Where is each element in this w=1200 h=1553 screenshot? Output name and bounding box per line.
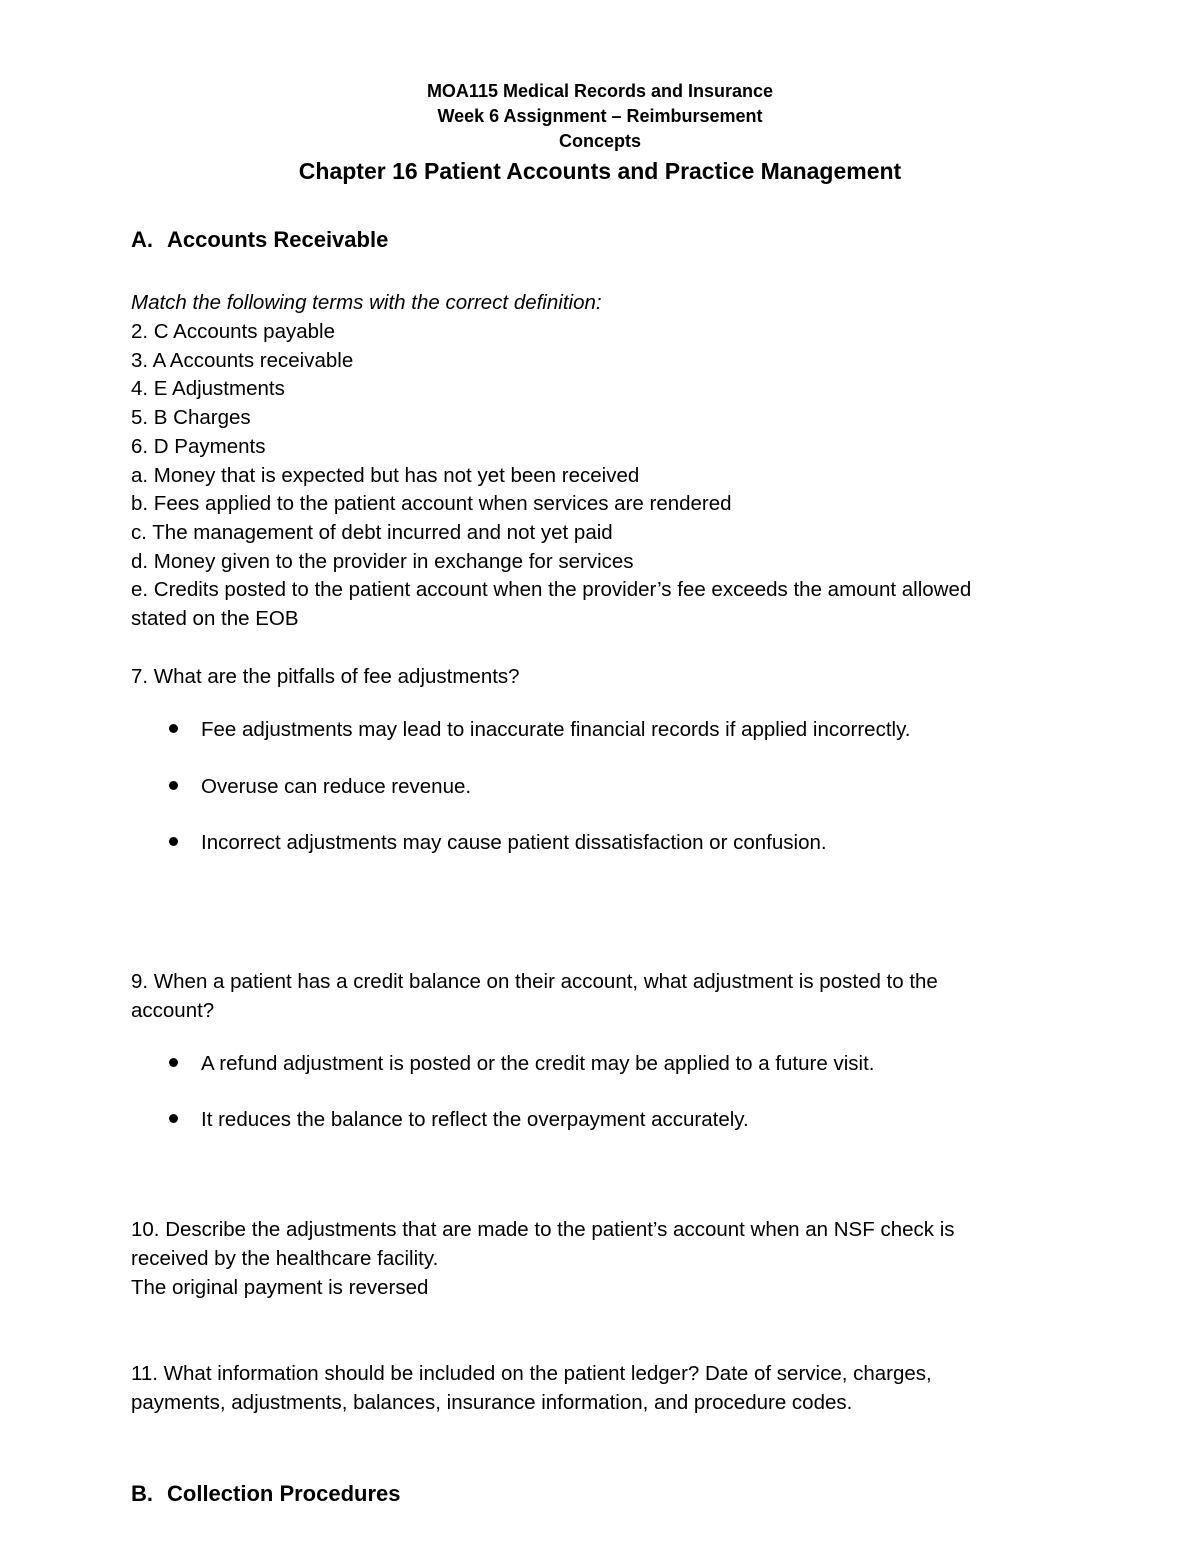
match-item: 2. C Accounts payable (131, 320, 335, 343)
definition-item: d. Money given to the provider in exchange for services (131, 549, 634, 573)
definition-item: c. The management of debt incurred and not yet paid (131, 520, 613, 544)
match-item: 5. B Charges (131, 406, 251, 430)
bullet-icon (169, 1058, 178, 1067)
bullet-icon (169, 724, 178, 733)
assignment-subtitle: Concepts (558, 131, 641, 151)
definition-item: e. Credits posted to the patient account when the provider’s fee exceeds the amount allowed (131, 578, 972, 602)
match-instruction: Match the following terms with the correct definition: (131, 291, 602, 314)
question-9-line1: 9. When a patient has a credit balance on their account, what adjustment is posted to the (131, 970, 938, 993)
q7-bullet-text: Overuse can reduce revenue. (201, 775, 472, 798)
q7-bullet-text: Incorrect adjustments may cause patient dissatisfaction or confusion. (201, 831, 827, 854)
section-b-letter: B. (131, 1481, 153, 1506)
match-item: 3. A Accounts receivable (131, 348, 354, 372)
question-9-line2: account? (131, 999, 215, 1022)
definition-item: a. Money that is expected but has not yet been received (131, 463, 640, 487)
definition-item: b. Fees applied to the patient account when services are rendered (131, 492, 732, 516)
question-11-line2: payments, adjustments, balances, insurance information, and procedure codes. (131, 1391, 853, 1414)
q9-bullet (169, 1106, 749, 1134)
course-title: MOA115 Medical Records and Insurance (426, 81, 774, 101)
section-a-title: Accounts Receivable (167, 227, 389, 252)
definition-item-continued: stated on the EOB (131, 607, 299, 630)
bullet-icon (169, 1114, 178, 1123)
question-10-answer: The original payment is reversed (131, 1276, 429, 1299)
q9-bullet-text: A refund adjustment is posted or the credit may be applied to a future visit. (201, 1052, 875, 1075)
section-b-title: Collection Procedures (167, 1481, 401, 1506)
question-7: 7. What are the pitfalls of fee adjustments? (131, 665, 520, 688)
chapter-title: Chapter 16 Patient Accounts and Practice Management (298, 158, 902, 184)
assignment-title: Week 6 Assignment – Reimbursement (437, 106, 763, 126)
section-a-letter: A. (131, 227, 153, 252)
q7-bullet-text: Fee adjustments may lead to inaccurate financial records if applied incorrectly. (201, 718, 911, 741)
match-item: 6. D Payments (131, 434, 266, 458)
section-b-heading (131, 1479, 401, 1509)
section-a-heading (131, 225, 388, 255)
q9-bullet (169, 1050, 874, 1078)
match-item: 4. E Adjustments (131, 377, 285, 401)
question-10-line1: 10. Describe the adjustments that are made to the patient’s account when an NSF check is (131, 1218, 955, 1241)
q7-bullet (169, 829, 827, 857)
question-10-line2: received by the healthcare facility. (131, 1247, 439, 1270)
bullet-icon (169, 837, 178, 846)
q9-bullet-text: It reduces the balance to reflect the overpayment accurately. (201, 1108, 749, 1131)
question-11-line1: 11. What information should be included on the patient ledger? Date of service, charges, (131, 1362, 932, 1385)
q7-bullet (169, 716, 911, 744)
bullet-icon (169, 781, 178, 790)
q7-bullet (169, 773, 471, 801)
